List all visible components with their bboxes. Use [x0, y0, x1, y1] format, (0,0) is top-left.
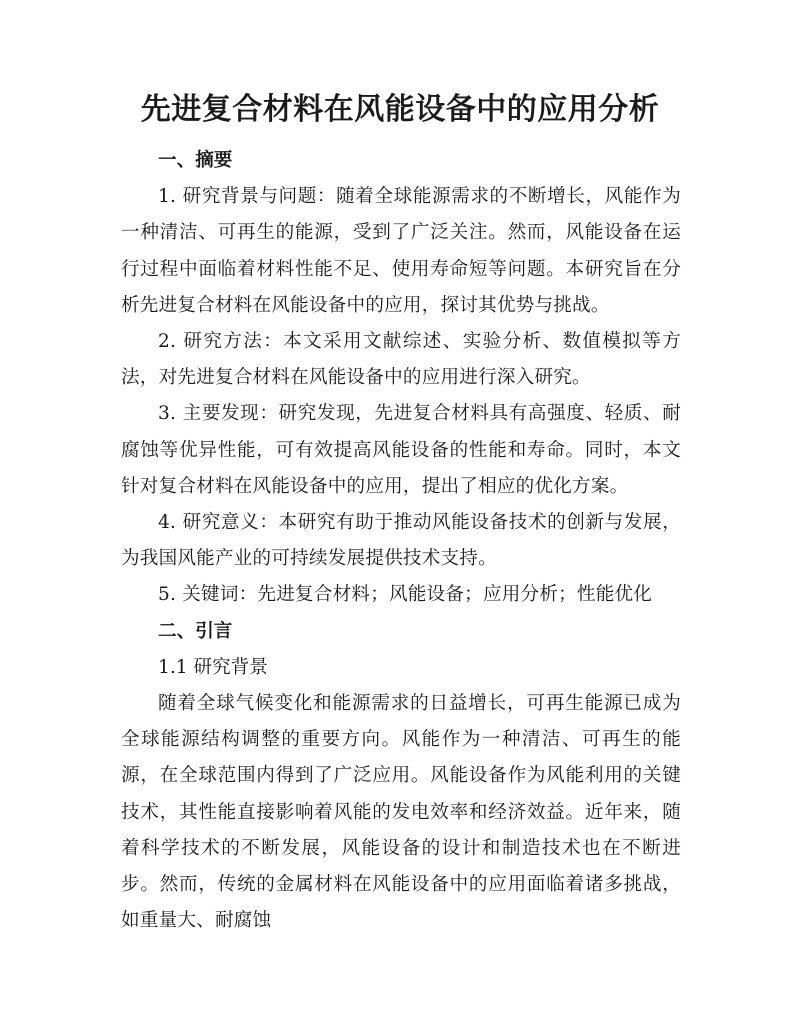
document-body — [121, 143, 681, 939]
abstract-item-methods: 2. 研究方法：本文采用文献综述、实验分析、数值模拟等方法，对先进复合材料在风能设备中的应用进行深入研究。 — [121, 331, 681, 389]
section-heading-introduction: 二、引言 — [158, 620, 233, 642]
abstract-item-keywords: 5. 关键词：先进复合材料；风能设备；应用分析；性能优化 — [158, 584, 653, 606]
introduction-paragraph: 随着全球气候变化和能源需求的日益增长，可再生能源已成为全球能源结构调整的重要方向。风能作为一种清洁、可再生的能源，在全球范围内得到了广泛应用。风能设备作为风能利用的关键技术，其性能直接影响着风能的发电效率和经济效益。近年来，随着科学技术的不断发展，风能设备的设计和制造技术也在不断进步。然而，传统的金属材料在风能设备中的应用面临着诸多挑战，如重量大、耐腐蚀 — [121, 693, 681, 932]
abstract-item-significance: 4. 研究意义：本研究有助于推动风能设备技术的创新与发展，为我国风能产业的可持续发展提供技术支持。 — [121, 512, 681, 570]
abstract-item-background: 1. 研究背景与问题：随着全球能源需求的不断增长，风能作为一种清洁、可再生的能源，受到了广泛关注。然而，风能设备在运行过程中面临着材料性能不足、使用寿命短等问题。本研究旨在分析先进复合材料在风能设备中的应用，探讨其优势与挑战。 — [121, 186, 681, 316]
subsection-heading-background: 1.1 研究背景 — [158, 656, 268, 678]
document-title: 先进复合材料在风能设备中的应用分析 — [140, 92, 660, 127]
section-heading-abstract: 一、摘要 — [158, 150, 233, 171]
abstract-item-findings: 3. 主要发现：研究发现，先进复合材料具有高强度、轻质、耐腐蚀等优异性能，可有效提高风能设备的性能和寿命。同时，本文针对复合材料在风能设备中的应用，提出了相应的优化方案。 — [121, 403, 681, 497]
